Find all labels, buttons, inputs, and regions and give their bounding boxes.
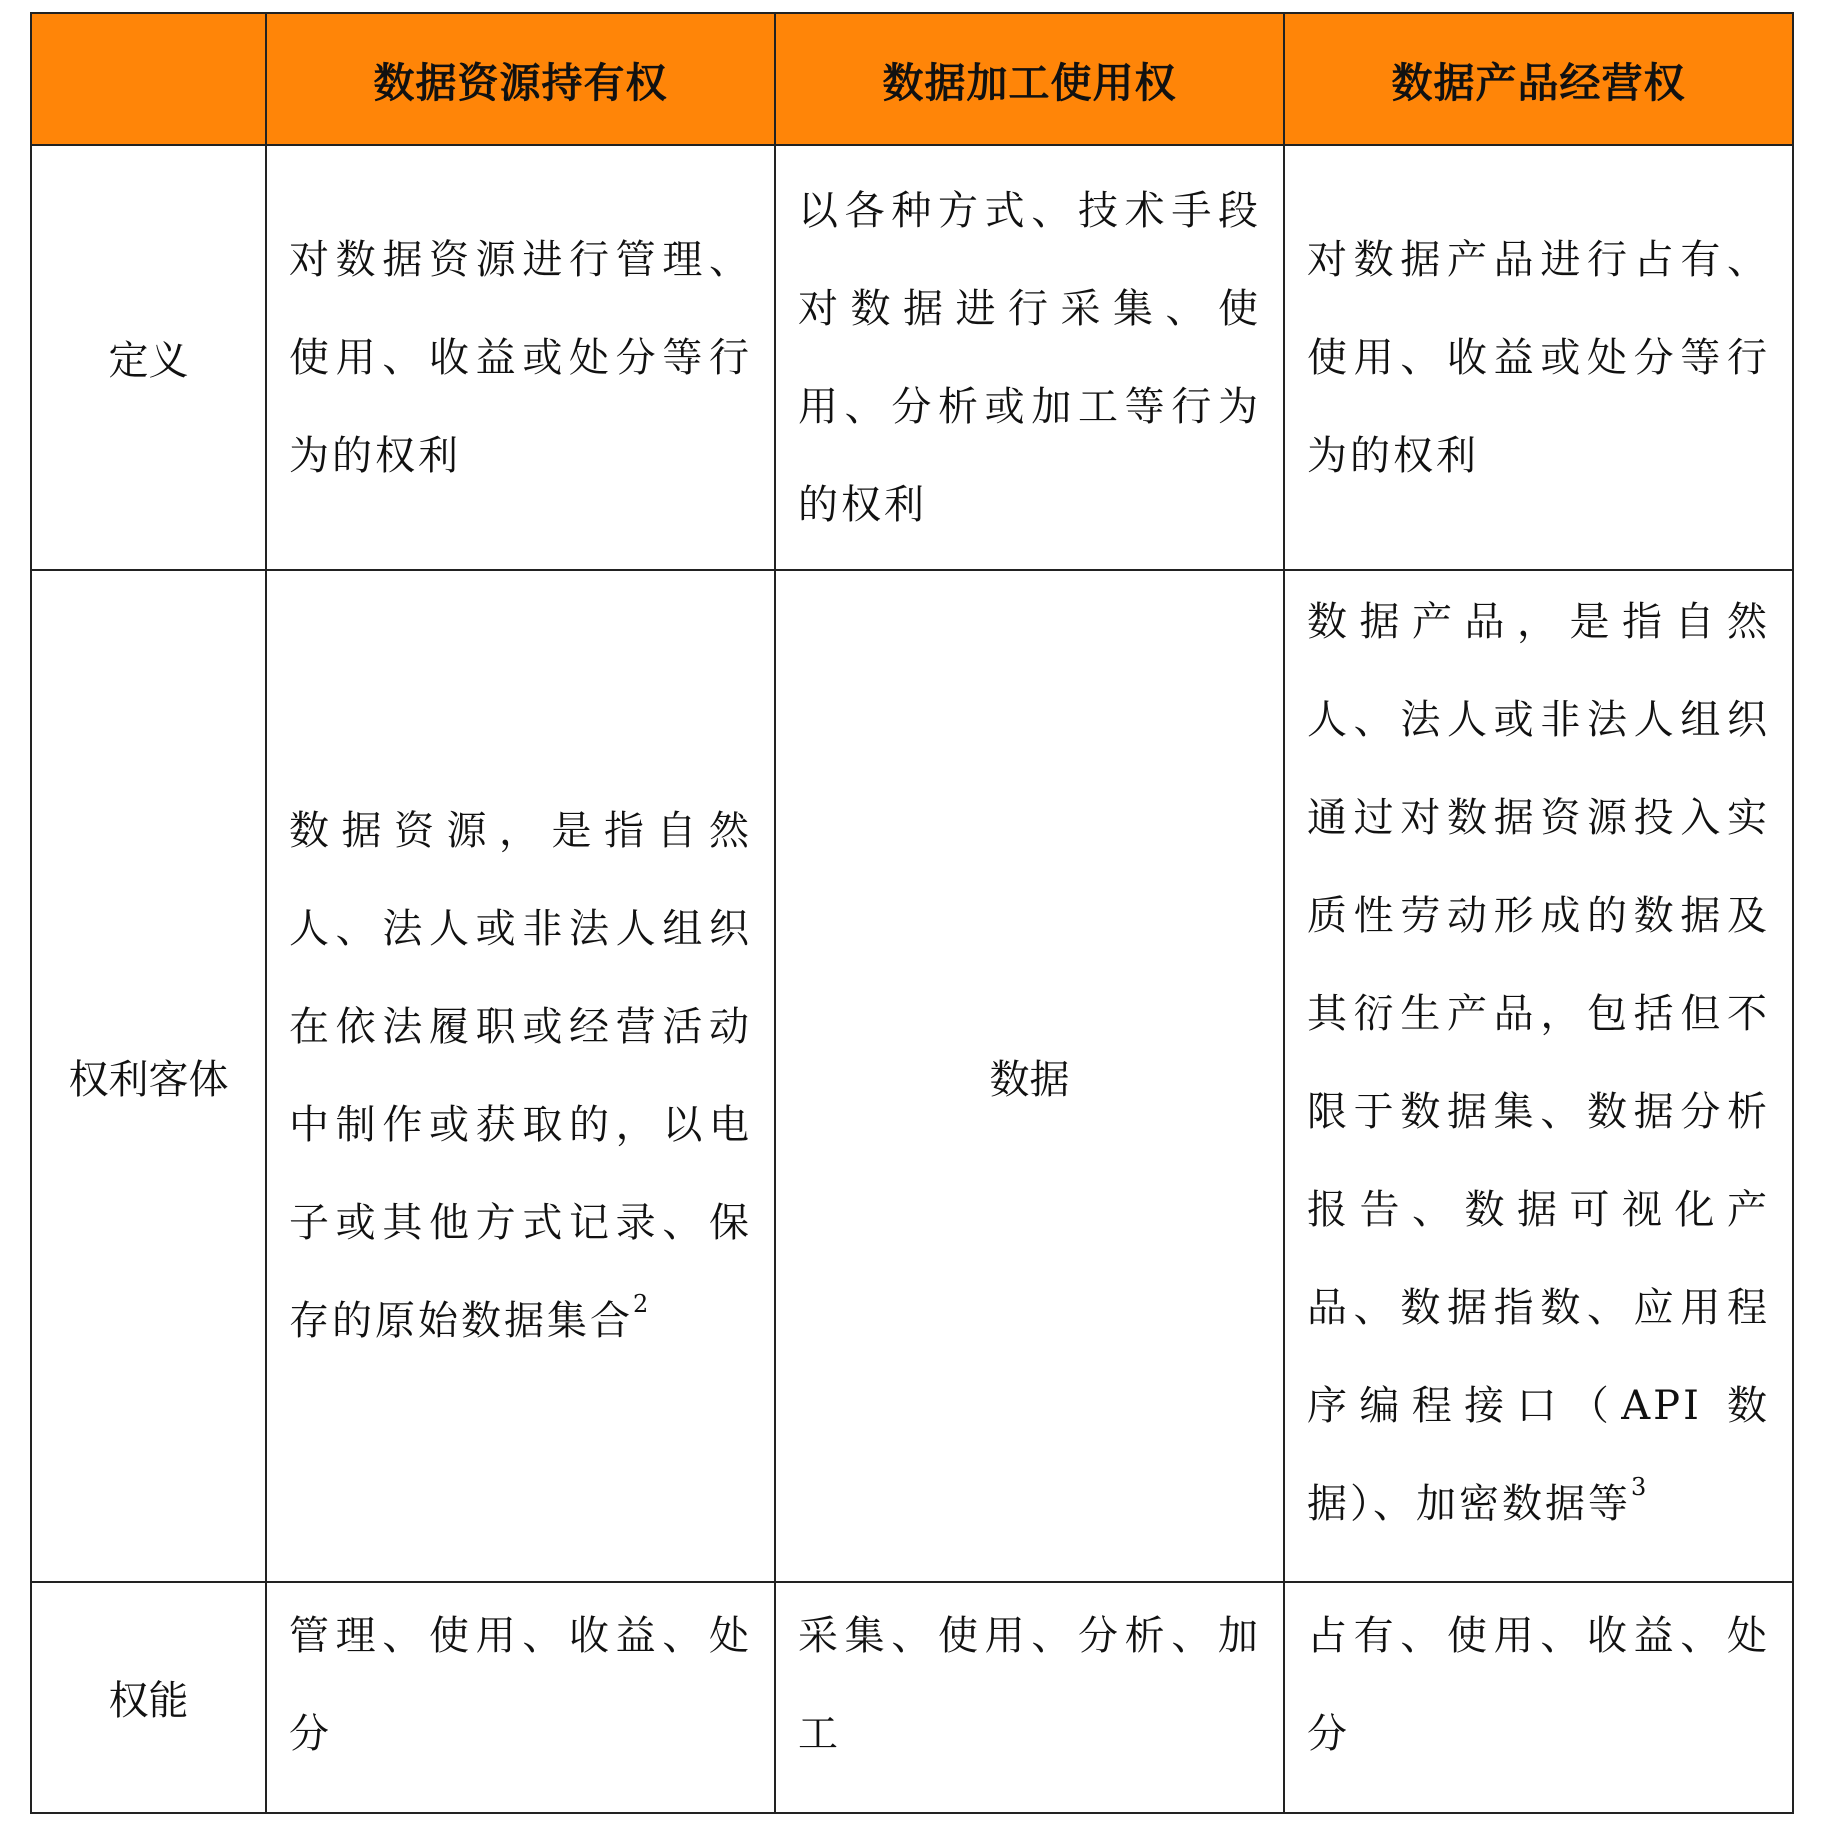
powers-resource-holding: 管理、使用、收益、处分 [266, 1582, 775, 1813]
footnote-marker: 2 [633, 1290, 649, 1318]
header-row [31, 13, 1793, 145]
powers-processing-use: 采集、使用、分析、加工 [775, 1582, 1284, 1813]
row-label-definition: 定义 [31, 145, 266, 570]
definition-resource-holding: 对数据资源进行管理、使用、收益或处分等行为的权利 [266, 145, 775, 570]
header-product-operation-right: 数据产品经营权 [1284, 13, 1793, 145]
object-resource-holding-text: 数据资源，是指自然人、法人或非法人组织在依法履职或经营活动中制作或获取的，以电子或其他方式记录、保存的原始数据集合 [289, 808, 752, 1344]
row-label-powers: 权能 [31, 1582, 266, 1813]
object-product-operation-text: 数据产品，是指自然人、法人或非法人组织通过对数据资源投入实质性劳动形成的数据及其衍生产品，包括但不限于数据集、数据分析报告、数据可视化产品、数据指数、应用程序编程接口（API 数据）、加密数据等 [1307, 599, 1770, 1527]
table-row-powers [31, 1582, 1793, 1813]
object-processing-use: 数据 [775, 570, 1284, 1582]
definition-processing-use: 以各种方式、技术手段对数据进行采集、使用、分析或加工等行为的权利 [775, 145, 1284, 570]
table-row-definition [31, 145, 1793, 570]
table-row-right-object [31, 570, 1793, 1582]
definition-product-operation: 对数据产品进行占有、使用、收益或处分等行为的权利 [1284, 145, 1793, 570]
header-processing-use-right: 数据加工使用权 [775, 13, 1284, 145]
footnote-marker: 3 [1631, 1473, 1647, 1501]
powers-product-operation: 占有、使用、收益、处分 [1284, 1582, 1793, 1813]
row-label-right-object: 权利客体 [31, 570, 266, 1582]
data-rights-table [30, 12, 1794, 1814]
header-resource-holding-right: 数据资源持有权 [266, 13, 775, 145]
object-resource-holding [266, 570, 775, 1582]
object-product-operation [1284, 570, 1793, 1582]
header-corner-cell [31, 13, 266, 145]
